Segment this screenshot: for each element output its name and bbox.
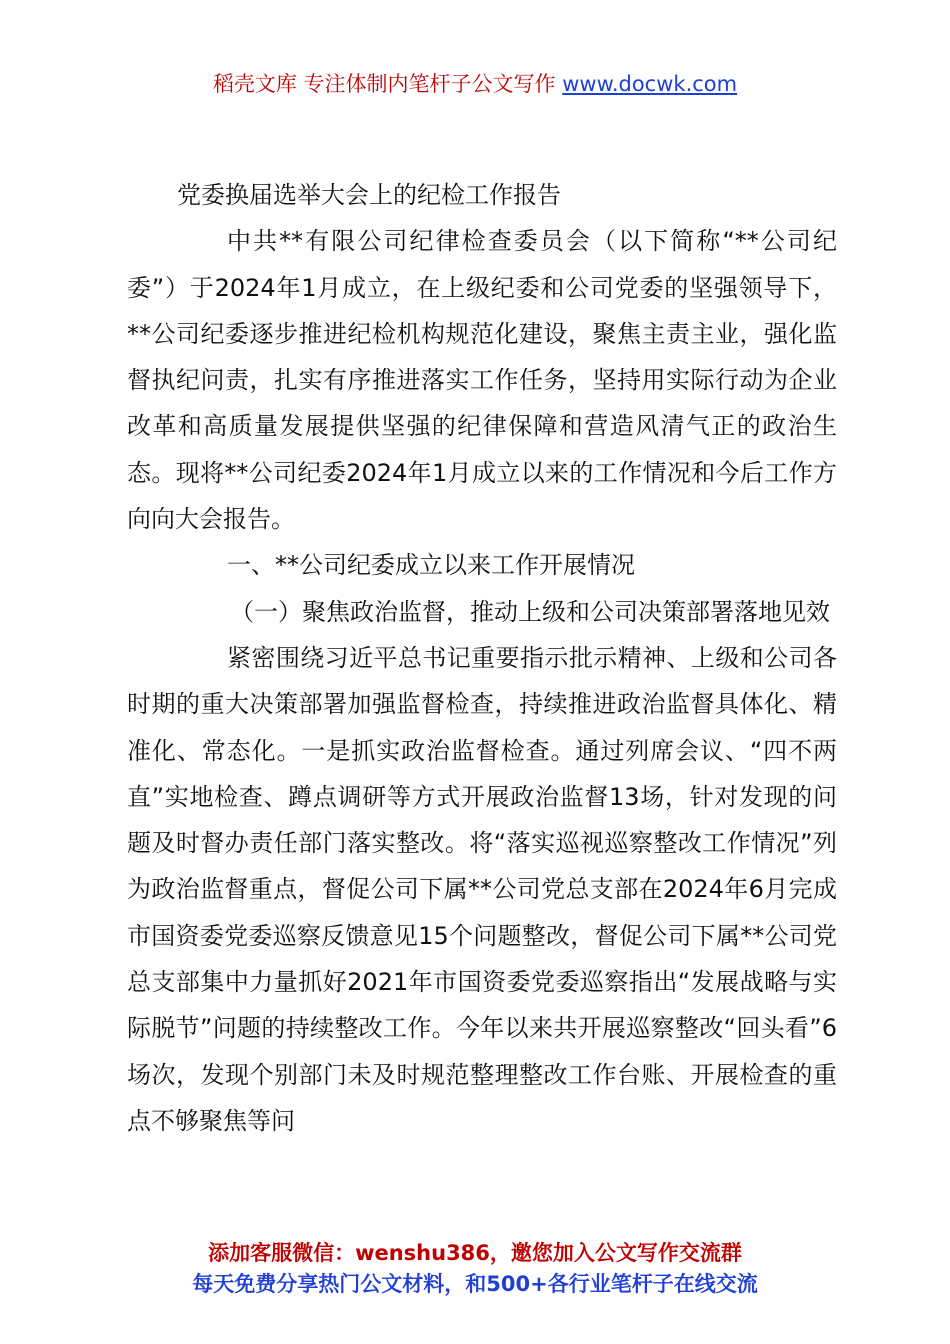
intro-paragraph: 中共**有限公司纪律检查委员会（以下简称“**公司纪委”）于2024年1月成立，在上级纪委和公司党委的坚强领导下，**公司纪委逐步推进纪检机构规范化建设，聚焦主责主业，强化监督执纪问责，扎实有序推进落实工作任务，坚持用实际行动为企业改革和高质量发展提供坚强的纪律保障和营造风清气正的政治生态。现将**公司纪委2024年1月成立以来的工作情况和今后工作方向向大会报告。: [127, 227, 837, 534]
page-footer: [0, 1238, 950, 1300]
footer-prefix: 添加客服微信：: [208, 1241, 356, 1265]
brand-text: 稻壳文库 专注体制内笔杆子公文写作: [212, 72, 563, 96]
footer-suffix: ，邀您加入公文写作交流群: [489, 1241, 742, 1265]
footer-line-1: [0, 1238, 950, 1269]
document-body: [127, 172, 837, 1144]
site-link[interactable]: www.docwk.com: [562, 72, 738, 96]
document-title: 党委换届选举大会上的纪检工作报告: [177, 181, 561, 209]
subsection-heading: （一）聚焦政治监督，推动上级和公司决策部署落地见效: [230, 597, 830, 626]
section-heading: 一、**公司纪委成立以来工作开展情况: [227, 551, 635, 580]
body-paragraph: 紧密围绕习近平总书记重要指示批示精神、上级和公司各时期的重大决策部署加强监督检查，持续推进政治监督具体化、精准化、常态化。一是抓实政治监督检查。通过列席会议、“四不两直”实地检查、蹲点调研等方式开展政治监督13场，针对发现的问题及时督办责任部门落实整改。将“落实巡视巡察整改工作情况”列为政治监督重点，督促公司下属**公司党总支部在2024年6月完成市国资委党委巡察反馈意见15个问题整改，督促公司下属**公司党总支部集中力量抓好2021年市国资委党委巡察指出“发展战略与实际脱节”问题的持续整改工作。今年以来共开展巡察整改“回头看”6场次，发现个别部门未及时规范整理整改工作台账、开展检查的重点不够聚焦等问: [127, 643, 837, 1135]
footer-line-2: 每天免费分享热门公文材料，和500+各行业笔杆子在线交流: [192, 1272, 758, 1296]
wechat-id: wenshu386: [355, 1241, 490, 1265]
page-header: [0, 68, 950, 100]
